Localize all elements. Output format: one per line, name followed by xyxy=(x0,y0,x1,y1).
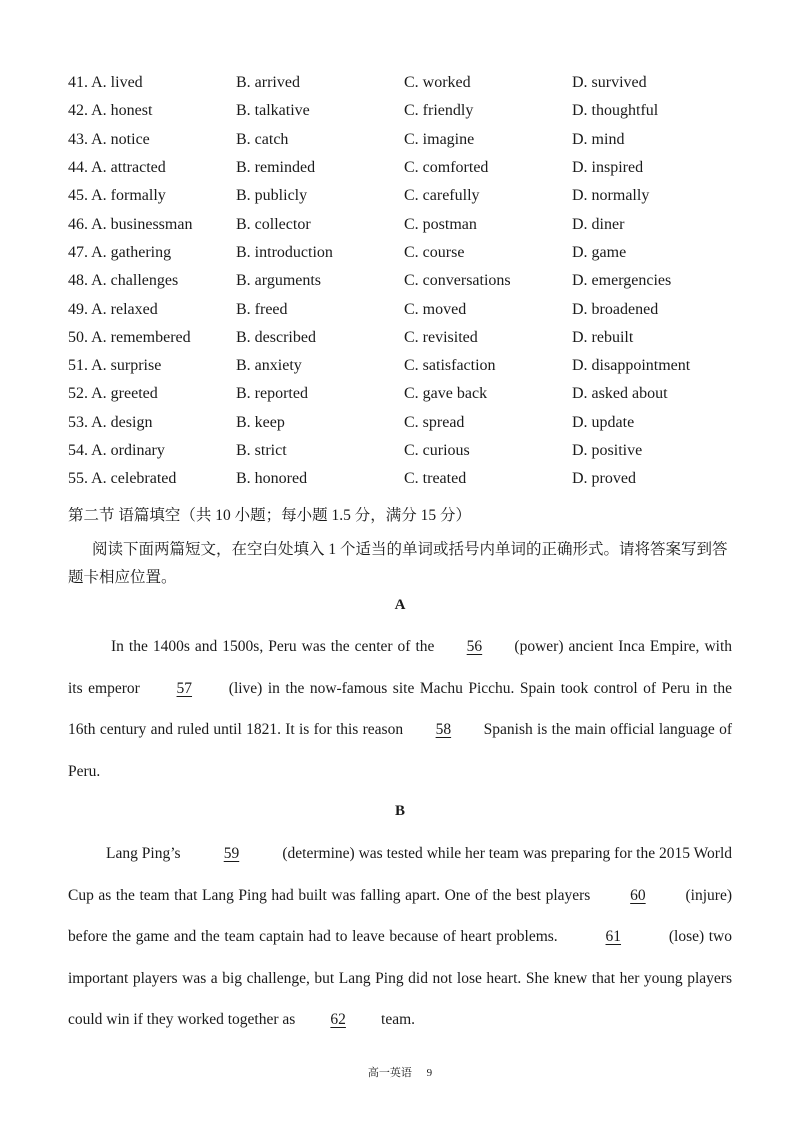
option-c: C. imagine xyxy=(404,130,475,148)
option-row-41 xyxy=(68,69,768,97)
options-list xyxy=(68,69,768,493)
option-d: D. update xyxy=(572,413,635,431)
option-c: C. moved xyxy=(404,300,467,318)
option-row-46 xyxy=(68,210,768,238)
option-b: B. honored xyxy=(236,470,308,488)
option-row-49 xyxy=(68,295,768,323)
option-d: D. rebuilt xyxy=(572,328,634,346)
option-row-48 xyxy=(68,267,768,295)
passage-text: (live) in the now-famous site Machu Picchu. Spain took control of Peru in the 16th century and ruled until 1821. It is for this reason xyxy=(68,679,732,738)
option-d: D. thoughtful xyxy=(572,102,659,120)
option-d: D. disappointment xyxy=(572,357,691,375)
option-row-55 xyxy=(68,465,768,493)
passage-text: (lose) two important players was a big challenge, but Lang Ping did not lose heart. She knew that her young players could win if they worked together as xyxy=(68,928,733,1028)
passage-a-label: A xyxy=(394,597,406,613)
option-c: C. gave back xyxy=(404,385,488,403)
option-b: B. freed xyxy=(236,300,288,318)
option-c: C. conversations xyxy=(404,272,511,290)
option-b: B. collector xyxy=(236,215,311,233)
option-c: C. revisited xyxy=(404,328,478,346)
option-b: B. catch xyxy=(236,130,289,148)
option-b: B. keep xyxy=(236,413,285,431)
option-b: B. anxiety xyxy=(236,357,302,375)
option-a: 51. A. surprise xyxy=(68,357,162,375)
option-a: 43. A. notice xyxy=(68,130,150,148)
option-row-50 xyxy=(68,324,768,352)
option-c: C. course xyxy=(404,243,465,261)
blank-61: 61 xyxy=(605,928,622,945)
option-a: 52. A. greeted xyxy=(68,385,158,403)
option-c: C. spread xyxy=(404,413,465,431)
option-a: 47. A. gathering xyxy=(68,243,172,261)
option-row-52 xyxy=(68,380,768,408)
option-row-42 xyxy=(68,97,768,125)
blank-57: 57 xyxy=(176,679,193,697)
option-a: 44. A. attracted xyxy=(68,159,166,177)
option-a: 55. A. celebrated xyxy=(68,470,177,488)
section-heading: 第二节 语篇填空（共 10 小题；每小题 1.5 分，满分 15 分） xyxy=(68,507,472,524)
passage-b xyxy=(68,833,732,1041)
option-c: C. friendly xyxy=(404,102,474,120)
option-b: B. reminded xyxy=(236,159,316,177)
option-b: B. introduction xyxy=(236,243,333,261)
option-d: D. diner xyxy=(572,215,625,233)
option-a: 48. A. challenges xyxy=(68,272,179,290)
option-c: C. satisfaction xyxy=(404,357,496,375)
footer-subject: 高一英语 xyxy=(367,1067,412,1079)
option-row-54 xyxy=(68,437,768,465)
option-d: D. normally xyxy=(572,187,650,205)
option-d: D. mind xyxy=(572,130,625,148)
option-b: B. strict xyxy=(236,442,287,459)
option-a: 53. A. design xyxy=(68,413,153,431)
blank-62: 62 xyxy=(330,1011,346,1028)
option-row-53 xyxy=(68,409,768,437)
page-footer xyxy=(0,1064,800,1080)
passage-a xyxy=(68,626,732,792)
passage-text: In the 1400s and 1500s, Peru was the center of the xyxy=(111,638,440,655)
option-a: 42. A. honest xyxy=(68,102,153,120)
option-c: C. carefully xyxy=(404,187,480,205)
option-row-47 xyxy=(68,239,768,267)
option-c: C. postman xyxy=(404,215,477,233)
section-instructions: 阅读下面两篇短文，在空白处填入 1 个适当的单词或括号内单词的正确形式。请将答案写到答题卡相应位置。 xyxy=(68,541,728,586)
blank-58: 58 xyxy=(435,721,452,738)
option-a: 50. A. remembered xyxy=(68,328,191,346)
option-row-44 xyxy=(68,154,768,182)
option-c: C. treated xyxy=(404,470,467,488)
option-d: D. broadened xyxy=(572,300,659,318)
option-d: D. inspired xyxy=(572,159,644,177)
option-d: D. emergencies xyxy=(572,272,672,290)
blank-56: 56 xyxy=(466,638,483,655)
option-row-45 xyxy=(68,182,768,210)
blank-59: 59 xyxy=(223,845,240,862)
option-row-51 xyxy=(68,352,768,380)
passage-text: team. xyxy=(377,1011,416,1028)
option-b: B. arrived xyxy=(236,74,300,92)
option-d: D. survived xyxy=(572,74,647,92)
option-a: 54. A. ordinary xyxy=(68,442,165,459)
passage-text: (injure) before the game and the team captain had to leave because of heart problems. xyxy=(68,886,732,945)
passage-text: (power) ancient Inca Empire, with its emperor xyxy=(68,638,732,697)
option-a: 41. A. lived xyxy=(68,74,143,92)
option-a: 46. A. businessman xyxy=(68,215,193,233)
option-d: D. proved xyxy=(572,470,636,488)
option-b: B. arguments xyxy=(236,272,322,290)
option-a: 45. A. formally xyxy=(68,187,166,205)
option-c: C. comforted xyxy=(404,159,489,177)
option-b: B. reported xyxy=(236,385,308,403)
option-b: B. publicly xyxy=(236,187,308,205)
blank-60: 60 xyxy=(630,886,646,904)
option-b: B. described xyxy=(236,328,316,346)
option-a: 49. A. relaxed xyxy=(68,300,158,318)
passage-text: Lang Ping’s xyxy=(106,845,185,862)
option-d: D. asked about xyxy=(572,385,668,403)
option-c: C. worked xyxy=(404,74,471,92)
option-row-43 xyxy=(68,126,768,154)
page-number: 9 xyxy=(426,1067,433,1079)
passage-text: Spanish is the main official language of Peru. xyxy=(68,721,732,780)
option-b: B. talkative xyxy=(236,102,310,120)
option-d: D. positive xyxy=(572,442,643,459)
option-c: C. curious xyxy=(404,442,470,459)
passage-text: (determine) was tested while her team was preparing for the 2015 World Cup as the team that Lang Ping had built was falling apart. One of the best players xyxy=(68,845,732,904)
passage-b-label: B xyxy=(394,803,405,819)
option-d: D. game xyxy=(572,243,627,261)
